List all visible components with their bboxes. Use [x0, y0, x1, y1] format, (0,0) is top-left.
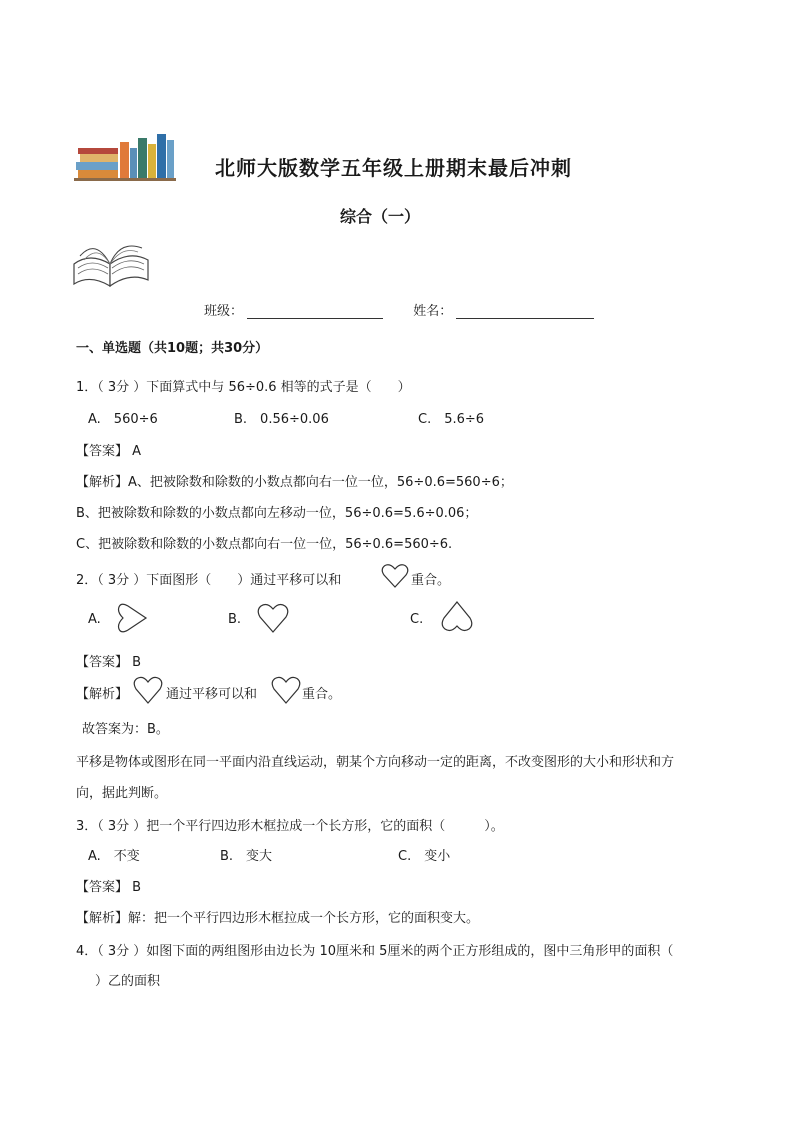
- q3-option-a[interactable]: A. 不变: [88, 849, 140, 864]
- q1-option-a[interactable]: A. 560÷6: [88, 412, 158, 427]
- heart-inverted-icon[interactable]: [440, 600, 474, 634]
- question-4-stem-line-1: 4．（ 3分 ）如图下面的两组图形由边长为 10厘米和 5厘米的两个正方形组成的，图中三角形甲的面积（: [76, 944, 674, 959]
- question-4-stem-line-2: ）乙的面积: [82, 974, 161, 989]
- q1-option-b[interactable]: B. 0.56÷0.06: [234, 412, 329, 427]
- question-2-stem-end: 重合。: [411, 573, 451, 588]
- q2-explain-line-2: 向，据此判断。: [76, 786, 168, 801]
- q1-analysis-line-1: 【解析】A、把被除数和除数的小数点都向右一位一位，56÷0.6=560÷6；: [76, 475, 513, 490]
- q2-conclusion: 故答案为：B。: [82, 722, 169, 737]
- heart-target-icon: [381, 563, 409, 589]
- heart-rotated-icon[interactable]: [116, 602, 150, 634]
- heart-upright-icon[interactable]: [256, 602, 290, 634]
- q1-analysis-line-2: B、把被除数和除数的小数点都向左移动一位，56÷0.6=5.6÷0.06；: [76, 506, 478, 521]
- student-info-row: [204, 300, 594, 319]
- class-label: 班级：: [204, 304, 244, 319]
- question-3-stem: 3．（ 3分 ）把一个平行四边形木框拉成一个长方形，它的面积（ ）。: [76, 819, 504, 834]
- name-blank[interactable]: [456, 303, 594, 319]
- q1-answer: 【答案】 A: [76, 444, 142, 459]
- heart-analysis-icon-1: [132, 675, 164, 705]
- question-1-stem: 1．（ 3分 ）下面算式中与 56÷0.6 相等的式子是（ ）: [76, 380, 411, 395]
- q3-option-c[interactable]: C. 变小: [398, 849, 451, 864]
- page-subtitle: 综合（一）: [340, 207, 421, 226]
- q3-analysis: 【解析】解：把一个平行四边形木框拉成一个长方形，它的面积变大。: [76, 911, 480, 926]
- q2-option-c[interactable]: C.: [410, 612, 424, 627]
- q2-explain-line-1: 平移是物体或图形在同一平面内沿直线运动，朝某个方向移动一定的距离，不改变图形的大小和形状和方: [76, 755, 675, 770]
- q3-answer: 【答案】 B: [76, 880, 142, 895]
- open-book-icon: [70, 234, 152, 290]
- q2-analysis-start: 【解析】: [76, 687, 129, 702]
- q2-option-b[interactable]: B.: [228, 612, 242, 627]
- heart-analysis-icon-2: [270, 675, 302, 705]
- section-heading: 一、单选题（共10题；共30分）: [76, 341, 269, 356]
- q2-option-a[interactable]: A.: [88, 612, 101, 627]
- q2-analysis-end: 重合。: [302, 687, 342, 702]
- q1-analysis-line-3: C、把被除数和除数的小数点都向右一位一位，56÷0.6=560÷6.: [76, 537, 453, 552]
- q2-answer: 【答案】 B: [76, 655, 142, 670]
- q2-analysis-middle: 通过平移可以和: [166, 687, 258, 702]
- question-2-stem-start: 2．（ 3分 ）下面图形（ ）通过平移可以和: [76, 573, 342, 588]
- q1-option-c[interactable]: C. 5.6÷6: [418, 412, 485, 427]
- page-title: 北师大版数学五年级上册期末最后冲刺: [215, 156, 572, 180]
- q3-option-b[interactable]: B. 变大: [220, 849, 273, 864]
- name-label: 姓名：: [413, 304, 453, 319]
- class-blank[interactable]: [247, 303, 383, 319]
